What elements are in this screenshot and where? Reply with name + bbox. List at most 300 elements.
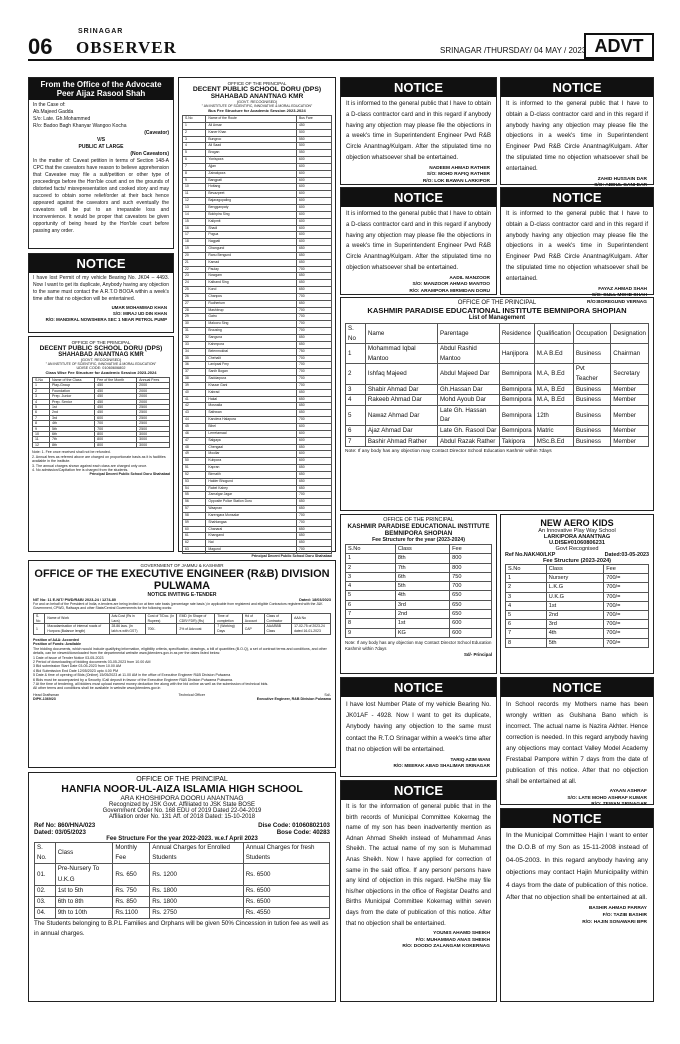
table-cell: 10 <box>183 184 206 191</box>
table-cell: Salgaya <box>206 437 297 444</box>
pwd-tender-ad: GOVERNMENT OF JAMMU & KASHMIR OFFICE OF THE EXECUTIVE ENGINEER (R&B) DIVISION PULWAMA NOTICE INVITING E-TENDER NIT No: 11 E-NIT/ PWD/R&B/ 2023-24 / 1274-80 Dated: 18/03/2023 For and on behalf of the President of India, e-tenders are being invited on at item rate basis (percentage rate basis ) in applicable from registered and eligible Contractors registered with the J&K Government, CPWD, Railways and other State/Central Governments for the following works: S. No Name of Work Adv.Cost (Rs in Lacs) Cost of T/Doc. (In Rupees) EMD (In Shape of CDR/ FDR) (Rs) Time of completion Hd of Account Class of Contractor AAA No 1 Macadamisation of internal roads of Hurpora (Balance length) 28.86 lacs. (In lakh.rs with GST) 700/- 2% of Adv.cost 7 (Working) Days CAP AAA/BBB Class 17-02-75 of 2023-24 dated 16-01-2023 Position of AAA: Accorded Position of Funds: Available The bidding documents, which would include qualifying information, eligibility criteria, specification, drawings, a bill of quantities (B.O.Q), a set of contract terms and conditions, and other details, can be viewed/downloaded from the departmental website www.jktenders.gov.in as per the dates listed below: 1 Date of issue of Tender Notice 03-05-2023 2 Period of downloading of bidding documents 03-05-2023 from 10.00 AM 3 Bid submission Start Date 03-05-2023 from 10.00 AM 4 Bid Submission End Date 12/05/2023 upto 4.00 PM 5 Date & time of opening of Bids (Online) 15/05/2023 at 11.00 AM in the office of Executive Engineer R&B Division Pulwama 6 Bids must be accompanied by a Security /Call deposit in favour of the Executive Engineer R&B Division Pulwama Pulwama. 7 At the time of tendering, all bidders must upload earnest money deduction fee along with the bid online as well as the submission of technical bids. All other terms and conditions shall be available in website www.jktenders.gov.in Head Draftsman Technical Officer Sd/- DIPK-1369/23 Executive Engineer, R&B Division Pulwama <box>28 560 336 768</box>
table-row <box>346 572 492 581</box>
new-aero-fee-table <box>505 564 649 648</box>
table-row <box>346 384 649 395</box>
table-row <box>506 629 649 638</box>
table-cell: Member <box>611 384 649 395</box>
table-cell: 04. <box>35 908 56 919</box>
table-cell: 2000 <box>137 394 170 399</box>
table-cell: 600 <box>296 458 331 465</box>
dps-bus-table <box>182 115 332 554</box>
table-cell: Bruusing <box>206 328 297 335</box>
table-header-cell: Hd of Account <box>242 613 264 624</box>
table-cell: 27 <box>183 300 206 307</box>
table-cell: 700/= <box>604 574 649 583</box>
table-cell: 2 <box>33 388 50 393</box>
table-cell: Mohammad Iqbal Mantoo <box>365 344 437 364</box>
table-cell: 12th <box>534 405 573 425</box>
hanfia-school-ad: OFFICE OF THE PRINCIPAL HANFIA NOOR-UL-AIZA ISLAMIA HIGH SCHOOL ARA KHOSHIPORA DOORU ANANTNAG Recognized by JSK Govt. Affiliated to JSK State BOSE Government Order No. 168 EDU of 2019 Dated 22-04-2019 Affiliation order No. 131 Aff. of 2018 Dated: 15-10-2018 Ref No: 860/HNA/023 Dise Code: 01060802103 Dated: 03/05/2023 Bose Code: 40283 Fee Structure For the year 2022-2023. w.e.f April 2023 S. No. Class Monthly Fee Annual Charges for Enrolled Students Annual Charges for fresh Students 01. Pre-Nursery To U.K.G Rs. 650 Rs. 1200 Rs. 6500 02. 1st to 5th Rs. 750 Rs. 1800 Rs. 6500 03. 6th to 8th Rs. 850 Rs. 1800 Rs. 6500 04. 9th to 10th Rs.1100 Rs. 2750 Rs. 4550 The Students belonging to B.P.L Families and Orphans will be given 50% Cincession in tution fee as well as in annual charges. <box>28 772 336 1002</box>
table-cell: 700 <box>296 321 331 328</box>
table-cell: Abdul Majeed Dar <box>437 364 499 384</box>
table-cell: 42 <box>183 403 206 410</box>
table-cell: Prep. Senior <box>49 399 94 404</box>
table-cell: 450 <box>95 388 137 393</box>
table-cell: 600 <box>296 430 331 437</box>
table-cell: 35 <box>183 355 206 362</box>
table-cell: 1st <box>395 619 449 628</box>
table-cell: Rs. 1800 <box>150 897 244 908</box>
table-header-cell: EMD (In Shape of CDR/ FDR) (Rs) <box>177 613 215 624</box>
table-cell: 8th <box>395 554 449 563</box>
table-cell: 700 <box>296 293 331 300</box>
table-row <box>183 389 332 396</box>
table-cell: Shahlangaa <box>206 519 297 526</box>
table-cell: 600 <box>296 218 331 225</box>
table-header-cell: Class <box>55 843 113 864</box>
table-cell: 10 <box>33 432 50 437</box>
table-header-cell: S. No. <box>35 843 56 864</box>
table-cell: Rs. 2750 <box>150 908 244 919</box>
notice-bashir: NOTICE In the Municipal Committee Hajin I want to enter the D.O.B of my Son as 15-11-2008 instead of 04-05-2003. In this regard anybody having any objections may contact Hajin Municipality within 4 days from the date of publication of this notice. After that no objection shall be entertained at all. BASHIR AHMAD PARRAY F/O: TAZIB BASHIR R/O: HAJIN SONAWARI BPR <box>500 808 654 1002</box>
table-cell: 700 <box>296 307 331 314</box>
table-cell: 52 <box>183 471 206 478</box>
table-cell: Opposite Police Station Doru <box>206 499 297 506</box>
table-cell: 3 <box>506 592 547 601</box>
table-row <box>506 601 649 610</box>
table-header-cell: Class of Contractor <box>264 613 292 624</box>
table-cell: 6th <box>49 432 94 437</box>
table-cell: Member <box>611 395 649 406</box>
table-cell: Kaner Khan <box>206 129 297 136</box>
table-row <box>346 619 492 628</box>
table-cell: 700/= <box>604 638 649 647</box>
table-cell: Chehalit <box>206 355 297 362</box>
table-cell: 2000 <box>137 383 170 388</box>
table-cell: 43 <box>183 410 206 417</box>
table-cell: 7 (Working) Days <box>215 624 243 635</box>
table-cell: 4 <box>183 143 206 150</box>
table-cell: 600 <box>296 198 331 205</box>
table-cell: 4 <box>33 399 50 404</box>
table-cell: Sathwan <box>206 410 297 417</box>
table-cell: 650 <box>450 591 492 600</box>
table-cell: 700/= <box>604 629 649 638</box>
table-row <box>183 129 332 136</box>
notice-nadeem: NOTICE It is informed to the general public that I have to obtain a D-class contractor card and in this regard if anybody having any objection may please file the objections in a week's time in Superintendent Engineer Pwd R&B Circle Anantnag/Kulgam. After the stipulated time no objection whatsoever shall be entertained. NADEEM AHMAD RATHER S/O: MOHD RAFIQ RATHER R/O: LOK BAWAN LARKIPOR <box>340 77 497 185</box>
table-row <box>346 364 649 384</box>
masthead-city: SRINAGAR <box>78 28 124 35</box>
table-cell: Zainakpora <box>206 170 297 177</box>
table-cell: 2000 <box>137 399 170 404</box>
table-cell: 53 <box>183 478 206 485</box>
table-row <box>183 314 332 321</box>
caveat-ad <box>28 77 174 249</box>
table-cell: Rs.1100 <box>113 908 150 919</box>
table-header-cell: Designation <box>611 324 649 344</box>
table-cell: Nowgam <box>206 273 297 280</box>
notice-umar: NOTICE I have lost Permit of my vehicle Bearing No. JK04 – 4493. Now I want to get its duplicate, Anybody having any objection to the same must contact the A.R.T.O BOOA within a week's time after that no objection will be entertained. UMAR MOHAMMAD KHAN S/O: MIRAJ UD DIN KHAN R/O: MANDIRAL NOWSHERA SEC 1 NEAR PETROL PUMP <box>28 253 174 333</box>
table-cell: 800 <box>450 554 492 563</box>
table-header-cell: Class <box>546 565 603 574</box>
hanfia-fee-table <box>34 842 330 919</box>
table-row <box>506 638 649 647</box>
table-header-cell: Qualification <box>534 324 573 344</box>
table-row <box>183 471 332 478</box>
dps-bus-ad: OFFICE OF THE PRINCIPAL DECENT PUBLIC SCHOOL DORU (DPS) SHAHABAD ANANTNAG KMR (GOVT. RECOGNISED) " AN INSTITUTE OF SCIENTIFIC, INNOVATIVE & MORAL EDUCATION" Bus Fee Structure for Academic Session 2023-2024 S.No Name of the Route Bus Fare 1 Ali Ansar 450 2 Kaner Khan 500 3 Bungroo 550 4 Ali Saad 500 5 Brogan 550 6 Yonispora 600 7 Ajjan 600 8 Zainakpora 600 9 Bangpati 600 10 Hottang 600 11 Bevazpeet 600 12 Bajaragopaling 600 13 Bengganpaty 600 14 Bokhpira Sing 600 15 Kalipmit 600 16 Shadi 600 17 Pogua 600 18 Nagpati 600 19 Ghangund 650 20 Ranu Bengund 650 21 Kamad 650 22 Paulay 700 23 Nowgam 650 24 Kalband Sing 650 25 Kond 650 26 Chanpos 700 27 Rudherium 650 28 Mashbrup 700 29 Gatro 700 30 Malooru Sing 700 31 Bruusing 700 32 Sanguna 650 33 Kahmpora 650 34 Belenmokbal 750 35 Chehalit 700 36 Lanipaal Fmy 700 37 Sanih Bogan 700 38 Saddarpura 700 39 Khazar Gani 700 40 Kabrad 650 41 Hakal 650 42 Mosnaila 650 43 Sathwan 650 44 Kandera Halapora 700 45 Bihel 600 46 Lerretamaal 600 47 Salgaya 600 48 Chengaal 650 49 Moollar 600 50 Kubpora 600 51 Kapran 650 52 Birmatih 650 53 Halder Bhogund 650 54 Rabel Kabey 650 55 Zamalgar Jagar 700 56 Opposite Police Station Doru 650 57 Waapran 650 58 Karengara Monsalar 700 59 Shahlangaa 700 60 Chanaral 650 61 Khangand 650 62 Nai 650 63 Magund 700 Principal Decent Public School Doru Shahabad <box>178 77 336 552</box>
table-cell: 650 <box>296 485 331 492</box>
table-cell: 44 <box>183 417 206 424</box>
table-row <box>35 897 330 908</box>
pwd-work-table <box>33 613 331 635</box>
table-cell: 650 <box>296 540 331 547</box>
table-cell: 54 <box>183 485 206 492</box>
table-cell: 750 <box>296 348 331 355</box>
kpe-management-ad: OFFICE OF THE PRINCIPAL KASHMIR PARADISE EDUCATIONAL INSTITUTE BEMNIPORA SHOPIAN List of Management S. No Name Parentage Residence Qualification Occupation Designation 1 Mohammad Iqbal Mantoo Abdul Rashid Mantoo Hanjipora M.A B.Ed Business Chairman 2 Ishfaq Majeed Abdul Majeed Dar Bemnipora M.A, B.Ed Pvt Teacher Secretary 3 Shabir Ahmad Dar Gh.Hassan Dar Bemnipora M.A, B.Ed Business Member 4 Rakeeb Ahmad Dar Mohd Ayoub Dar Bemnipora M.A, B.Ed Business Member 5 Nawaz Ahmad Dar Late Gh. Hassan Dar Bemnipora 12th Business Member 6 Ajaz Ahmad Dar Late Gh. Rasool Dar Bemnipora Matric Business Member 7 Bashir Ahmad Rather Abdul Razak Rather Takipora MSc.B.Ed Business Member Note: If any body has any objection may Contact Director School Education Kashmir within 7days <box>340 297 654 511</box>
table-cell: Khangand <box>206 533 297 540</box>
table-cell: Rs. 6500 <box>243 864 329 885</box>
table-cell: Member <box>611 425 649 436</box>
table-cell: 700/= <box>604 601 649 610</box>
table-cell: 3 <box>346 572 396 581</box>
table-cell: 600 <box>450 619 492 628</box>
table-cell: Member <box>611 436 649 447</box>
table-cell: Khazar Gani <box>206 382 297 389</box>
table-cell: 700 <box>296 382 331 389</box>
table-cell: 700 <box>296 492 331 499</box>
table-cell: 48 <box>183 444 206 451</box>
table-header-cell: AAA No <box>292 613 331 624</box>
notice-younis: NOTICE It is for the information of general public that in the birth records of Municipal Committee Kokernag the name of my son has been inadvertently mention as Adnan Ahmad Sheikh instead of Muhammad Anas Sheikh. The actual name of my son is Muhammad Anas Sheikh. Now I have applied for correction of same in the said office. If any person/ persons have any kind of objection in this regard. He/She may file his/her objections in the office of Registar Deaths and Births Municipal Committee Kokernag within seven days from the date of publication of this notice. After that no objection shall be entertained. YOUNIS AHAMD SHEIKH F/O: MUHAMMAD ANAS SHEIKH R/O: DOODO ZALANGAM KOKERNAG <box>340 780 497 1002</box>
table-header-cell: Fee <box>604 565 649 574</box>
table-cell: 50 <box>183 458 206 465</box>
table-cell: Ajjan <box>206 163 297 170</box>
table-cell: 600 <box>296 437 331 444</box>
table-row <box>183 136 332 143</box>
table-cell: 450 <box>95 383 137 388</box>
table-cell: 4 <box>506 601 547 610</box>
table-cell: 700/= <box>604 583 649 592</box>
table-cell: 8 <box>346 619 396 628</box>
table-row <box>183 403 332 410</box>
table-cell: Bemnipora <box>499 425 534 436</box>
table-cell: Ali Saad <box>206 143 297 150</box>
table-cell: 700 <box>296 519 331 526</box>
table-cell: 9 <box>346 628 396 637</box>
table-row <box>183 451 332 458</box>
table-row <box>183 512 332 519</box>
table-header-cell: Parentage <box>437 324 499 344</box>
table-cell: Chanpos <box>206 293 297 300</box>
table-row <box>183 437 332 444</box>
table-cell: 600 <box>296 204 331 211</box>
table-row <box>183 417 332 424</box>
table-row <box>183 280 332 287</box>
table-cell: 8th <box>49 442 94 447</box>
table-cell: 650 <box>296 465 331 472</box>
table-cell: Rabel Kabey <box>206 485 297 492</box>
table-cell: 600 <box>296 451 331 458</box>
table-cell: 600 <box>296 157 331 164</box>
table-cell: 600 <box>296 191 331 198</box>
table-cell: 800 <box>95 437 137 442</box>
table-cell: Yonispora <box>206 157 297 164</box>
table-cell: 18 <box>183 239 206 246</box>
table-cell: 58 <box>183 512 206 519</box>
table-cell: 7 <box>346 436 366 447</box>
table-row <box>346 563 492 572</box>
table-cell: 7th <box>49 437 94 442</box>
table-cell: 800 <box>95 432 137 437</box>
table-cell: Belenmokbal <box>206 348 297 355</box>
table-cell: 1st <box>49 405 94 410</box>
table-cell: Kubpora <box>206 458 297 465</box>
table-cell: 650 <box>296 259 331 266</box>
table-cell: Kandera Halapora <box>206 417 297 424</box>
table-cell: 2 <box>346 364 366 384</box>
table-cell: 2nd <box>49 410 94 415</box>
table-row <box>183 410 332 417</box>
table-cell: Chanaral <box>206 526 297 533</box>
table-row <box>183 396 332 403</box>
table-cell: 5 <box>346 405 366 425</box>
table-cell: Bengganpaty <box>206 204 297 211</box>
table-row <box>183 266 332 273</box>
table-row <box>183 458 332 465</box>
table-row <box>346 425 649 436</box>
table-cell: Kalipmit <box>206 218 297 225</box>
table-cell: 3rd <box>395 600 449 609</box>
table-row <box>183 300 332 307</box>
table-cell: 2% of Adv.cost <box>177 624 215 635</box>
table-cell: 700 <box>95 421 137 426</box>
table-cell: 25 <box>183 287 206 294</box>
table-cell: M.A, B.Ed <box>534 395 573 406</box>
table-row <box>183 547 332 554</box>
table-cell: 3000 <box>137 437 170 442</box>
table-cell: Rs. 750 <box>113 885 150 896</box>
table-row <box>183 307 332 314</box>
table-cell: Magund <box>206 547 297 554</box>
table-cell: 26 <box>183 293 206 300</box>
table-row <box>183 211 332 218</box>
table-row <box>346 344 649 364</box>
table-cell: Ali Ansar <box>206 122 297 129</box>
table-row <box>35 864 330 885</box>
notice-ayaan: NOTICE In School records my Mothers name has been wrongly written as Gulshana Bano which is incorrect. The actual name is Nazira Akhter. Hence correction is needed. In this regard anybody having any objections may contact Valley Model Academy Frestabal Pampore within 7 days from the date of publication of this notice. After that no objection shall be entertained at all. AYAAN ASHRAF S/O: LATE MOHD ASHRAF KUMAR R/O: ZEWAN SRINAGAR <box>500 677 654 805</box>
table-cell: M.A, B.Ed <box>534 384 573 395</box>
table-cell: 60 <box>183 526 206 533</box>
table-cell: Rs. 6500 <box>243 897 329 908</box>
table-cell: 5 <box>183 150 206 157</box>
table-cell: 21 <box>183 259 206 266</box>
table-cell: Gatro <box>206 314 297 321</box>
kpe-fee-table <box>345 544 492 638</box>
table-cell: Moollar <box>206 451 297 458</box>
table-cell: 7th <box>395 563 449 572</box>
table-cell: 700 <box>95 426 137 431</box>
table-cell: 34 <box>183 348 206 355</box>
table-row <box>183 348 332 355</box>
table-cell: 700 <box>296 355 331 362</box>
table-cell: Ranu Bengund <box>206 252 297 259</box>
table-cell: Bemnipora <box>499 395 534 406</box>
table-cell: 41 <box>183 396 206 403</box>
table-cell: Nursery <box>546 574 603 583</box>
table-cell: Macadamisation of internal roads of Hurpora (Balance length) <box>45 624 109 635</box>
table-cell: 2 <box>346 563 396 572</box>
table-cell: 30 <box>183 321 206 328</box>
table-cell: 6 <box>346 425 366 436</box>
table-cell: Rudherium <box>206 300 297 307</box>
table-cell: 650 <box>296 341 331 348</box>
table-row <box>346 395 649 406</box>
kpe-fee-ad: OFFICE OF THE PRINCIPAL KASHMIR PARADISE EDUCATIONAL INSTITUTE BEMNIPORA SHOPIAN Fee Structure for the year (2023-2024) S.No Class Fee 1 8th 800 2 7th 800 3 6th 750 4 5th 700 5 4th 650 6 3rd 650 7 2nd 650 8 1st 600 9 KG 600 Note: If any body has any objection may Contact Director School Education Kashmir within 7days Sd/- Principal <box>340 514 497 674</box>
table-cell: 700/= <box>604 620 649 629</box>
table-row <box>346 600 492 609</box>
table-cell: Zamalgar Jagar <box>206 492 297 499</box>
table-header-cell: S. No <box>346 324 366 344</box>
table-cell: 800 <box>450 563 492 572</box>
table-cell: 2500 <box>137 405 170 410</box>
notice-fayaz: NOTICE It is informed to the general public that I have to obtain a D-class contractor card and in this regard if anybody having any objection may please file the objections in a week's time in Superintendent Engineer Pwd R&B Circle Anantnag/Kulgam. After the stipulated time no objection whatsoever shall be entertained. FAYAZ AHMAD SHAH S/O: GULL MOHD SHAH R/O:BOREGUND VERNAG <box>500 187 654 295</box>
table-header-cell: S.No <box>33 378 50 383</box>
table-row <box>183 191 332 198</box>
table-cell: Chairman <box>611 344 649 364</box>
table-cell: 600 <box>296 225 331 232</box>
table-cell: 3000 <box>137 432 170 437</box>
table-cell: 2nd <box>395 610 449 619</box>
table-cell: 3rd <box>49 415 94 420</box>
table-cell: 63 <box>183 547 206 554</box>
table-cell: 17 <box>183 232 206 239</box>
table-row <box>183 444 332 451</box>
table-cell: 600 <box>296 423 331 430</box>
table-row <box>35 908 330 919</box>
table-cell: 700 <box>296 417 331 424</box>
table-cell: 2nd <box>546 611 603 620</box>
table-cell: Mashbrup <box>206 307 297 314</box>
table-cell: 57 <box>183 506 206 513</box>
caveat-parties: In the Case of: Ab.Majeed Gadda S/o: Late. Gh.Mohammed R/o: Badoo Bagh Khanyar Wangoo Kocha (Caveator) V/S PUBLIC AT LARGE (Non Caveators) In the matter of: Caveat petition in terms of Section 148-A CPC that the caveators have reason to believe apprehension that Caveatee may file a suit/petition or other type of proceedings before the Hon'ble court and on the grounds of distorted facts/ misrepresentation and cooked story and may succeed to obtain some relief/order at their back hence appeared against the caveators and such eventually the caveators will be put to an irreparable loss and inconvenience. It would be proper that caveators be given opportunity of being heard by the Hon'ble court before passing any order. <box>33 102 169 234</box>
table-row <box>33 442 170 447</box>
table-header-cell: Residence <box>499 324 534 344</box>
table-cell: 700 <box>296 362 331 369</box>
table-header-cell: Annual Charges for Enrolled Students <box>150 843 244 864</box>
table-cell: Bajaragopaling <box>206 198 297 205</box>
table-cell: Pvt Teacher <box>573 364 610 384</box>
table-cell: 700/- <box>145 624 177 635</box>
table-cell: Ajaz Ahmad Dar <box>365 425 437 436</box>
new-aero-kids-ad: NEW AERO KIDS An Innovative Play Way School LARKIPORA ANANTNAG U.DISE#01060806231 Govt Recognised Ref No.NAK/40/LKP Dated:03-05-2023 Fee Structure (2023-2024) S.No Class Fee 1 Nursery 700/= 2 L.K.G 700/= 3 U.K.G 700/= 4 1st 700/= 5 2nd 700/= 6 3rd 700/= 7 4th 700/= 8 5th 700/= <box>500 514 654 674</box>
table-cell: Business <box>573 436 610 447</box>
table-cell: 600 <box>296 170 331 177</box>
table-cell: 700 <box>296 369 331 376</box>
table-cell: 650 <box>296 280 331 287</box>
table-cell: 650 <box>296 526 331 533</box>
table-cell: 500 <box>296 143 331 150</box>
table-cell: 01. <box>35 864 56 885</box>
table-row <box>183 218 332 225</box>
table-cell: 650 <box>296 396 331 403</box>
table-cell: Bungroo <box>206 136 297 143</box>
masthead-dateline: SRINAGAR /THURSDAY/ 04 MAY / 2023 <box>440 46 587 55</box>
table-cell: Kahmpora <box>206 341 297 348</box>
table-row <box>183 143 332 150</box>
table-cell: Rakeeb Ahmad Dar <box>365 395 437 406</box>
table-cell: 650 <box>296 410 331 417</box>
table-row <box>183 369 332 376</box>
table-cell: Late Gh. Hassan Dar <box>437 405 499 425</box>
table-cell: Pre-Nursery To U.K.G <box>55 864 113 885</box>
table-cell: U.K.G <box>546 592 603 601</box>
table-cell: Business <box>573 405 610 425</box>
table-cell: 8 <box>183 170 206 177</box>
table-row <box>183 225 332 232</box>
table-row <box>183 335 332 342</box>
table-row <box>183 150 332 157</box>
table-cell: 7 <box>183 163 206 170</box>
table-cell: 700 <box>296 376 331 383</box>
table-cell: 700 <box>296 266 331 273</box>
table-header-cell: S.No <box>183 116 206 123</box>
table-cell: 6 <box>346 600 396 609</box>
table-row <box>346 610 492 619</box>
table-cell: 3rd <box>546 620 603 629</box>
table-cell: Mosnaila <box>206 403 297 410</box>
table-header-cell: S.No <box>506 565 547 574</box>
table-cell: 4th <box>546 629 603 638</box>
table-cell: 650 <box>296 252 331 259</box>
table-cell: Ghangund <box>206 246 297 253</box>
table-cell: Play-Group <box>49 383 94 388</box>
table-cell: 600 <box>296 163 331 170</box>
table-cell: Brogan <box>206 150 297 157</box>
table-cell: 600 <box>296 184 331 191</box>
table-cell: Bihel <box>206 423 297 430</box>
table-cell: 8 <box>506 638 547 647</box>
notice-tariq: NOTICE I have lost Number Plate of my vehicle Bearing No. JK01AF - 4928. Now I want to get its duplicate, Anybody having any objection to the same must contact the R.T.O Srinagar within a week's time after that no objection will be entertained. TARIQ AZIM WANI R/O: MEERAK ABAD SHALIMAR SRINAGAR <box>340 677 497 777</box>
table-cell: 9 <box>33 426 50 431</box>
table-cell: 1 <box>506 574 547 583</box>
table-cell: 800 <box>95 442 137 447</box>
table-row <box>183 485 332 492</box>
table-cell: Kamad <box>206 259 297 266</box>
table-row <box>183 506 332 513</box>
table-header-cell: Fee of the Month <box>95 378 137 383</box>
table-row <box>183 293 332 300</box>
notice-adil: NOTICE It is informed to the general public that I have to obtain a D-class contractor card and in this regard if anybody having any objection may please file the objections in a week's time in Superintendent Engineer Pwd R&B Circle Anantnag/Kulgam. After the stipulated time no objection whatsoever shall be entertained. AADIL MANZOOR S/O: MANZOOR AHMAD MANTOO R/O: ARAMPORA MIRMIDAN DORU <box>340 187 497 295</box>
table-cell: 2 <box>506 583 547 592</box>
table-cell: Bangpati <box>206 177 297 184</box>
table-cell: 450 <box>95 394 137 399</box>
table-cell: Rs. 1800 <box>150 885 244 896</box>
dps-fee-ad: OFFICE OF THE PRINCIPAL DECENT PUBLIC SCHOOL DORU (DPS) SHAHABAD ANANTNAG KMR (GOVT. RECOGNISED) " AN INSTITUTE OF SCIENTIFIC, INNOVATIVE & MORAL EDUCATION" UDISE CODE: 01060606802 Class Wise Fee Structure for Academic Session 2023-2024 S.No Name of the Class Fee of the Month Annual Fees 1 Play-Group 450 2000 2 Foundation 450 2000 3 Prep. Junior 450 2000 4 Prep. Senior 450 2000 5 1st 450 2500 6 2nd 450 2500 7 3rd 600 2500 8 4th 700 2500 9 5th 700 2500 10 6th 800 3000 11 7th 800 3000 12 8th 800 3000 Note: 1. Fee once received shall not be refunded. 2. Annual fees as referred above are charged on proportionate basis as it is facilities available in the institute. 3. The annual charges shown against each class are charged only once. 4. No admission/Capitation fee is charged from the students. Principal Decent Public School Doru Shahabad <box>28 336 174 552</box>
table-cell: 550 <box>296 136 331 143</box>
table-cell: 650 <box>450 610 492 619</box>
table-cell: Rs. 6500 <box>243 885 329 896</box>
table-cell: Late Gh. Rasool Dar <box>437 425 499 436</box>
table-cell: 56 <box>183 499 206 506</box>
table-header-cell: Cost of T/Doc. (In Rupees) <box>145 613 177 624</box>
table-cell: 31 <box>183 328 206 335</box>
table-cell: Bemnipora <box>499 364 534 384</box>
table-cell: 7 <box>33 415 50 420</box>
table-cell: Business <box>573 384 610 395</box>
table-row <box>346 405 649 425</box>
table-cell: Waapran <box>206 506 297 513</box>
table-cell: 22 <box>183 266 206 273</box>
table-cell: 650 <box>296 403 331 410</box>
